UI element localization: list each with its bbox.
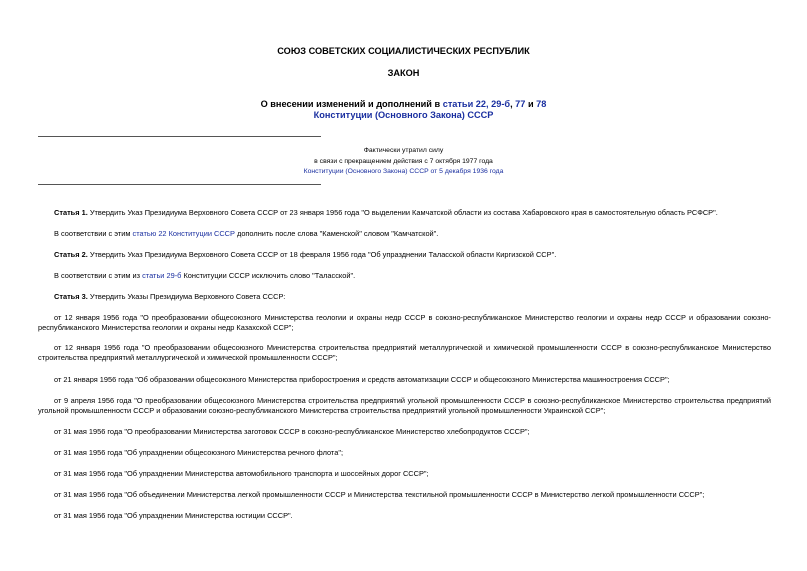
decree-item: от 21 января 1956 года "Об образовании общесоюзного Министерства приборостроения и средств автоматизации СССР и общесоюзного Министерства машиностроения СССР"; xyxy=(54,375,670,384)
article-3-label: Статья 3. xyxy=(54,292,88,301)
decree-item: от 31 мая 1956 года "О преобразовании Министерства заготовок СССР в союзно-республиканское Министерство хлебопродуктов СССР"; xyxy=(54,427,530,436)
decree-item: от 31 мая 1956 года "Об объединении Министерства легкой промышленности СССР и Министерства текстильной промышленности СССР в Министерство легкой промышленности СССР"; xyxy=(54,490,705,499)
document-type-heading: ЗАКОН xyxy=(387,68,420,78)
article-2 xyxy=(38,250,771,260)
note-constitution-link[interactable]: Конституции (Основного Закона) СССР от 5 декабря 1936 года xyxy=(303,168,504,175)
top-divider xyxy=(38,136,321,137)
amendment-1-pre: В соответствии с этим xyxy=(54,229,133,238)
article-3 xyxy=(38,292,771,302)
article-1-amendment xyxy=(38,229,771,239)
title-separator: , xyxy=(510,99,516,109)
article-1 xyxy=(38,208,771,218)
amendment-2-pre: В соответствии с этим из xyxy=(54,271,143,280)
title-and: и xyxy=(525,99,537,109)
validity-note xyxy=(0,146,807,178)
article-3-text: Утвердить Указы Президиума Верховного Совета СССР: xyxy=(87,292,286,301)
note-line-2: в связи с прекращением действия с 7 октября 1977 года xyxy=(314,157,493,165)
article-2-text: Утвердить Указ Президиума Верховного Совета СССР от 18 февраля 1956 года "Об упразднении Таласской области Киргизской ССР". xyxy=(87,250,557,259)
link-articles-22-29b[interactable]: статьи 22, 29-б xyxy=(442,99,511,109)
bottom-divider xyxy=(38,184,321,185)
article-2-amendment xyxy=(38,271,771,281)
decree-item: от 31 мая 1956 года "Об упразднении Министерства юстиции СССР". xyxy=(54,511,293,520)
amendment-2-post: Конституции СССР исключить слово "Таласской". xyxy=(181,271,356,280)
decree-item: от 12 января 1956 года "О преобразовании общесоюзного Министерства строительства предприятий металлургической и химической промышленности СССР в союзно-республиканское Министерство строительства предприятий металлургической и химической промышленности СССР"; xyxy=(38,343,771,362)
link-article-29b[interactable]: статьи 29-б xyxy=(142,271,182,280)
link-article-77[interactable]: 77 xyxy=(515,99,526,109)
article-2-label: Статья 2. xyxy=(54,250,88,259)
title-prefix: О внесении изменений и дополнений в xyxy=(260,99,443,109)
link-article-78[interactable]: 78 xyxy=(536,99,547,109)
note-line-1: Фактически утратил силу xyxy=(363,147,444,154)
decree-item: от 12 января 1956 года "О преобразовании общесоюзного Министерства геологии и охраны недр СССР в союзно-республиканское Министерство геологии и охраны недр СССР и образовании союзно-республиканского Министерства геологии и охраны недр Казахской ССР"; xyxy=(38,313,771,332)
article-1-text: Утвердить Указ Президиума Верховного Совета СССР от 23 января 1956 года "О выделении Камчатской области из состава Хабаровского края в самостоятельную область РСФСР". xyxy=(87,208,718,217)
law-title xyxy=(0,99,807,121)
amendment-1-post: дополнить после слова "Каменской" словом "Камчатской". xyxy=(234,229,439,238)
decree-item: от 9 апреля 1956 года "О преобразовании общесоюзного Министерства строительства предприятий угольной промышленности СССР в союзно-республиканское Министерство строительства предприятий угольной промышленности СССР и образовании союзно-республиканского Министерства строительства предприятий угольной промышленности Украинской ССР"; xyxy=(38,396,771,415)
union-heading: СОЮЗ СОВЕТСКИХ СОЦИАЛИСТИЧЕСКИХ РЕСПУБЛИК xyxy=(277,46,530,56)
article-1-label: Статья 1. xyxy=(54,208,88,217)
link-article-22[interactable]: статью 22 Конституции СССР xyxy=(132,229,235,238)
decree-item: от 31 мая 1956 года "Об упразднении Министерства автомобильного транспорта и шоссейных дорог СССР"; xyxy=(54,469,429,478)
decree-item: от 31 мая 1956 года "Об упразднении общесоюзного Министерства речного флота"; xyxy=(54,448,343,457)
link-constitution[interactable]: Конституции (Основного Закона) СССР xyxy=(313,110,494,120)
